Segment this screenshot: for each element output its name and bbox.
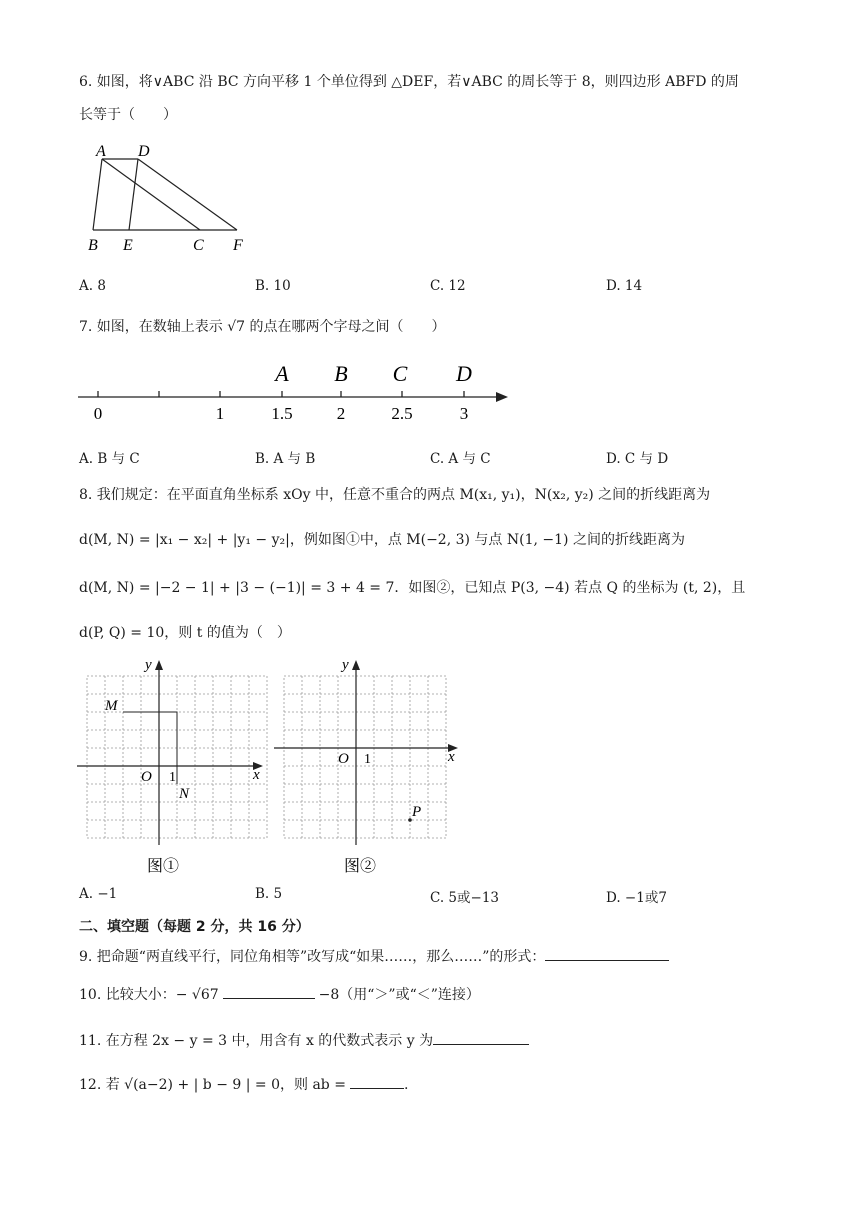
fig2-one-label: 1	[364, 752, 371, 767]
q11-answer-blank[interactable]	[433, 1030, 529, 1045]
fig1-point-m: M	[105, 698, 118, 714]
section-fill-in-blank-heading: 二、填空题（每题 2 分，共 16 分）	[79, 919, 310, 935]
fig2-caption: 图②	[344, 858, 377, 875]
q7-option-d: D. C 与 D	[606, 451, 669, 467]
label-d: D	[138, 143, 150, 160]
tick-3: 3	[459, 404, 469, 423]
q7-option-b: B. A 与 B	[255, 451, 316, 467]
label-c: C	[193, 237, 204, 254]
q10-text-before: 10. 比较大小：− √67	[79, 987, 219, 1003]
fig1-y-label: y	[145, 657, 152, 673]
q6-option-d: D. 14	[606, 278, 643, 294]
q7-stem: 7. 如图，在数轴上表示 √7 的点在哪两个字母之间（ ）	[79, 319, 446, 335]
q11-text: 11. 在方程 2x − y = 3 中，用含有 x 的代数式表示 y 为	[79, 1033, 434, 1049]
q8-stem-line4: d(P, Q) = 10，则 t 的值为（ ）	[79, 625, 291, 641]
q8-option-d: D. −1或7	[606, 890, 667, 906]
q8-option-c: C. 5或−13	[430, 890, 500, 906]
q8-option-b: B. 5	[255, 886, 283, 902]
q10-text-after: −8（用“＞”或“＜”连接）	[318, 987, 480, 1003]
q12-text-after: .	[403, 1077, 409, 1093]
tick-2: 2	[336, 404, 346, 423]
label-a: A	[96, 143, 106, 160]
q8-figure-2	[272, 655, 472, 880]
fig2-point-p: P	[412, 804, 422, 820]
q10-answer-blank[interactable]	[223, 984, 315, 999]
q12-answer-blank[interactable]	[350, 1074, 404, 1089]
q8-stem-line2: d(M, N) = |x₁ − x₂| + |y₁ − y₂|，例如图①中，点 M(−2, 3) 与点 N(1, −1) 之间的折线距离为	[79, 532, 685, 548]
fig1-origin-label: O	[141, 769, 152, 785]
q6-option-a: A. 8	[79, 278, 106, 294]
fig1-point-n: N	[179, 786, 190, 802]
q12-text-before: 12. 若 √(a−2) + | b − 9 | = 0，则 ab =	[79, 1077, 346, 1093]
point-d: D	[456, 361, 472, 386]
tick-0: 0	[93, 404, 103, 423]
point-b: B	[334, 361, 348, 386]
label-e: E	[123, 237, 133, 254]
q7-number-line	[0, 355, 860, 430]
q6-option-b: B. 10	[255, 278, 291, 294]
fig2-x-label: x	[448, 749, 455, 765]
point-c: C	[392, 361, 408, 386]
q11-stem	[79, 1030, 529, 1052]
q6-option-c: C. 12	[430, 278, 466, 294]
label-b: B	[88, 237, 98, 254]
q9-text: 9. 把命题“两直线平行，同位角相等”改写成“如果……，那么……”的形式：	[79, 949, 546, 965]
label-f: F	[233, 237, 243, 254]
tick-1-5: 1.5	[271, 404, 293, 423]
fig1-caption: 图①	[147, 858, 180, 875]
q8-figure-1	[75, 655, 275, 880]
q12-stem	[79, 1074, 408, 1096]
q9-answer-blank[interactable]	[545, 946, 669, 961]
q7-option-c: C. A 与 C	[430, 451, 491, 467]
q6-stem-line1: 6. 如图，将∨ABC 沿 BC 方向平移 1 个单位得到 △DEF，若∨ABC 的周长等于 8，则四边形 ABFD 的周	[79, 74, 739, 90]
point-a: A	[275, 361, 289, 386]
fig1-one-label: 1	[169, 770, 176, 785]
fig2-y-label: y	[342, 657, 349, 673]
q8-stem-line1: 8. 我们规定：在平面直角坐标系 xOy 中，任意不重合的两点 M(x₁, y₁)，N(x₂, y₂) 之间的折线距离为	[79, 487, 711, 503]
q9-stem	[79, 946, 669, 968]
tick-2-5: 2.5	[391, 404, 413, 423]
tick-1: 1	[215, 404, 225, 423]
q7-option-a: A. B 与 C	[79, 451, 140, 467]
q10-stem	[79, 984, 480, 1006]
q8-stem-line3: d(M, N) = |−2 − 1| + |3 − (−1)| = 3 + 4 = 7．如图②，已知点 P(3, −4) 若点 Q 的坐标为 (t, 2)，且	[79, 580, 746, 596]
q8-option-a: A. −1	[79, 886, 118, 902]
q6-trapezoid-figure	[80, 140, 260, 255]
q6-stem-line2: 长等于（ ）	[79, 107, 177, 123]
fig2-origin-label: O	[338, 751, 349, 767]
fig1-x-label: x	[253, 767, 260, 783]
